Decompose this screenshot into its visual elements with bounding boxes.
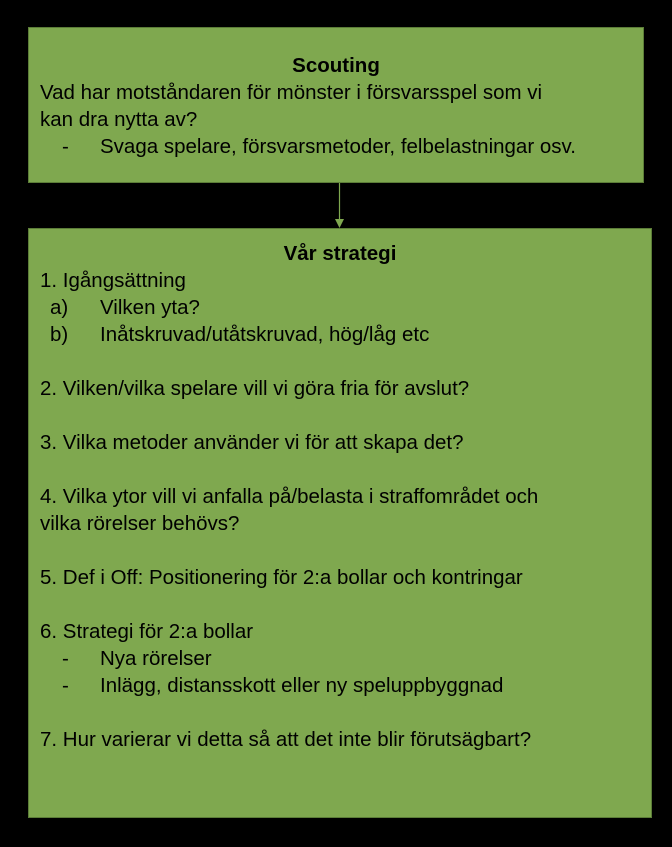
bullet-marker: - <box>62 674 69 697</box>
bullet-marker: - <box>62 647 69 670</box>
strategy-subitem-b <box>40 321 651 348</box>
strategy-box <box>28 228 652 818</box>
subitem-marker: b) <box>50 323 69 346</box>
arrowhead-icon <box>335 219 344 228</box>
strategy-title: Vår strategi <box>283 242 397 265</box>
scouting-bullet <box>40 133 643 160</box>
scouting-box <box>28 27 644 183</box>
subitem-text: Vilken yta? <box>100 296 200 319</box>
strategy-item-3: 3. Vilka metoder använder vi för att skapa det? <box>40 431 464 454</box>
strategy-item-4-line1: 4. Vilka ytor vill vi anfalla på/belasta i straffområdet och <box>40 485 539 508</box>
scouting-question-line2: kan dra nytta av? <box>40 108 198 131</box>
bullet-marker: - <box>62 135 69 158</box>
subitem-marker: a) <box>50 296 69 319</box>
bullet-text: Inlägg, distansskott eller ny speluppbyggnad <box>100 674 504 697</box>
strategy-item-1: 1. Igångsättning <box>40 269 186 292</box>
strategy-item-4-line2: vilka rörelser behövs? <box>40 512 240 535</box>
scouting-bullet-text: Svaga spelare, försvarsmetoder, felbelastningar osv. <box>100 135 576 158</box>
strategy-item-7: 7. Hur varierar vi detta så att det inte blir förutsägbart? <box>40 728 532 751</box>
strategy-item-6: 6. Strategi för 2:a bollar <box>40 620 254 643</box>
scouting-title: Scouting <box>292 54 380 77</box>
strategy-item-2: 2. Vilken/vilka spelare vill vi göra fria för avslut? <box>40 377 470 400</box>
bullet-text: Nya rörelser <box>100 647 212 670</box>
subitem-text: Inåtskruvad/utåtskruvad, hög/låg etc <box>100 323 430 346</box>
scouting-question-line1: Vad har motståndaren för mönster i försvarsspel som vi <box>40 81 543 104</box>
strategy-item-5: 5. Def i Off: Positionering för 2:a bollar och kontringar <box>40 566 523 589</box>
strategy-item-6-bullet-2 <box>40 672 651 699</box>
strategy-subitem-a <box>40 294 651 321</box>
strategy-item-6-bullet-1 <box>40 645 651 672</box>
